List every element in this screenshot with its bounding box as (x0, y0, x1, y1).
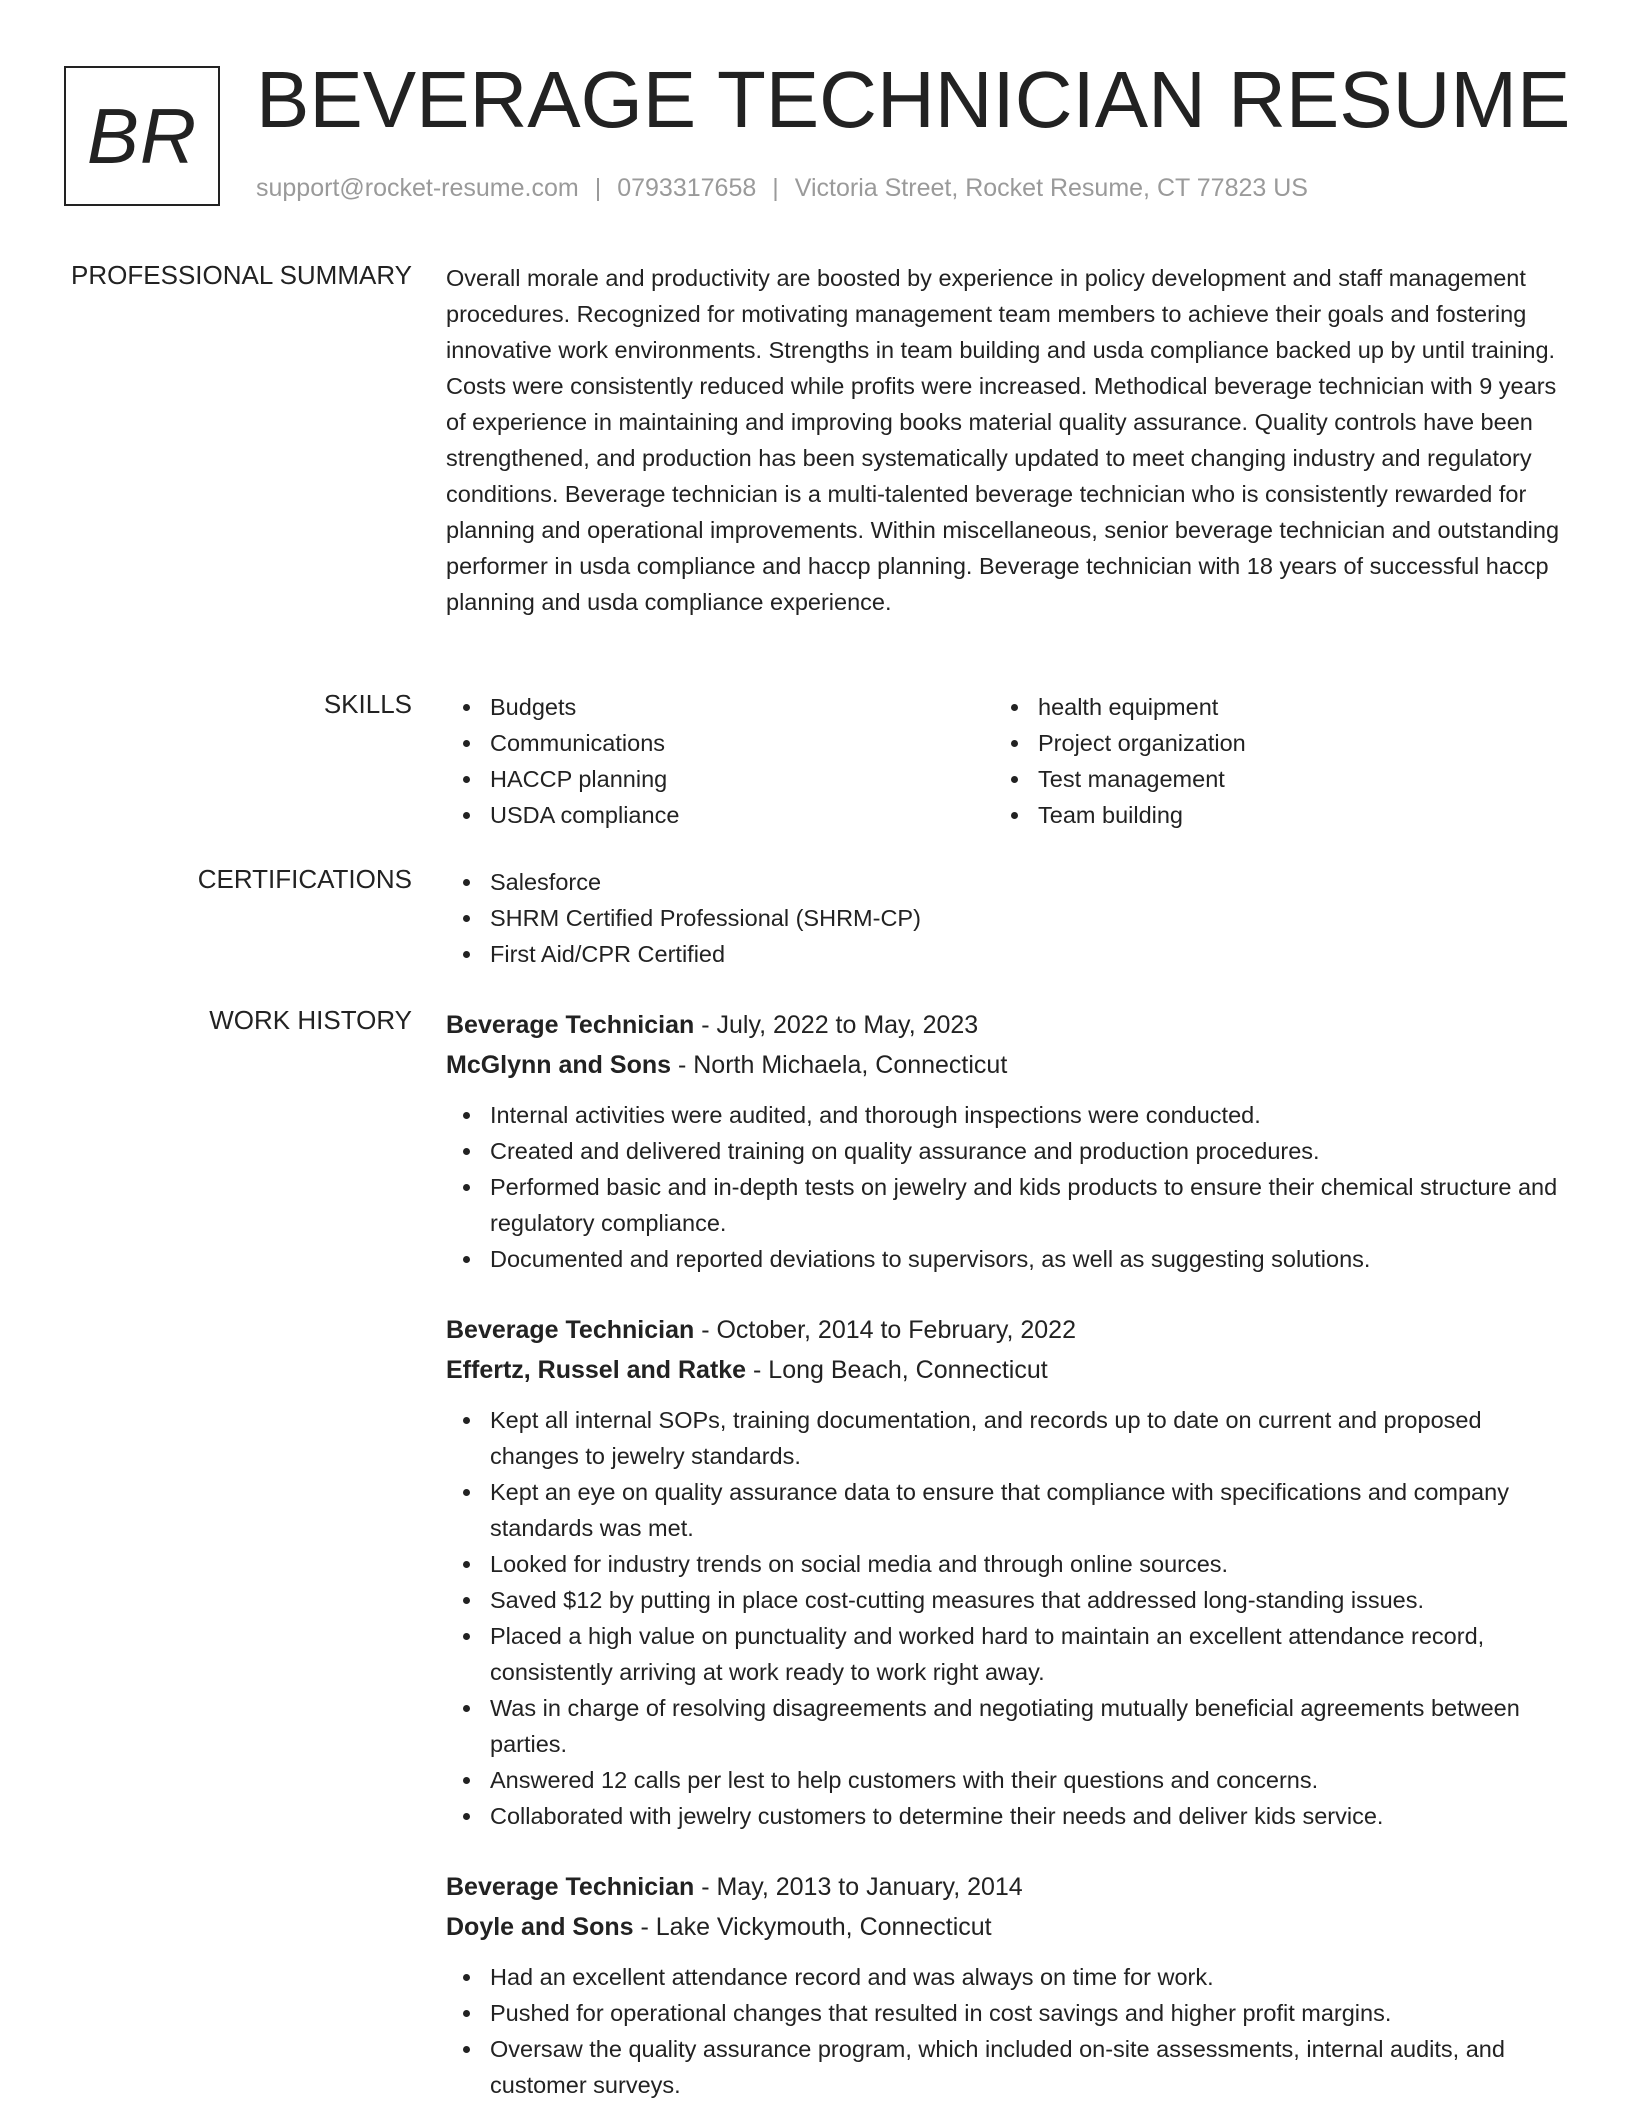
skill-item: HACCP planning (446, 761, 994, 797)
job-bullet: Was in charge of resolving disagreements and negotiating mutually beneficial agreements between parties. (446, 1690, 1566, 1762)
certifications-list (446, 864, 1566, 972)
resume-title: BEVERAGE TECHNICIAN RESUME (256, 55, 1571, 144)
job-bullet: Oversaw the quality assurance program, which included on-site assessments, internal audits, and customer surveys. (446, 2031, 1566, 2103)
job-bullet: Created and delivered training on quality assurance and production procedures. (446, 1133, 1566, 1169)
skills-list-right (994, 689, 1542, 833)
job-company-line (446, 1350, 1566, 1390)
monogram-initials: BR (86, 92, 198, 180)
contact-separator: | (594, 174, 602, 202)
job-company-line (446, 1045, 1566, 1085)
skill-item: Project organization (994, 725, 1542, 761)
contact-separator: | (772, 174, 779, 202)
job-bullet: Documented and reported deviations to supervisors, as well as suggesting solutions. (446, 1241, 1566, 1277)
job-dates: - May, 2013 to January, 2014 (694, 1873, 1023, 1901)
job-location: - Long Beach, Connecticut (746, 1356, 1048, 1384)
job-location: - Lake Vickymouth, Connecticut (633, 1913, 992, 1941)
job-company: McGlynn and Sons (446, 1051, 672, 1079)
job-title-line (446, 1005, 1566, 1045)
job-dates: - July, 2022 to May, 2023 (694, 1011, 979, 1039)
job-bullets (446, 1959, 1566, 2103)
job-bullet: Internal activities were audited, and thorough inspections were conducted. (446, 1097, 1566, 1133)
job-bullet: Looked for industry trends on social media and through online sources. (446, 1546, 1566, 1582)
job-title: Beverage Technician (446, 1011, 695, 1039)
monogram-box (64, 66, 220, 206)
skill-item: Communications (446, 725, 994, 761)
skill-item: Test management (994, 761, 1542, 797)
job-bullet: Saved $12 by putting in place cost-cutting measures that addressed long-standing issues. (446, 1582, 1566, 1618)
job-company: Doyle and Sons (446, 1913, 634, 1941)
job-bullet: Placed a high value on punctuality and worked hard to maintain an excellent attendance record, consistently arriving at work ready to work right away. (446, 1618, 1566, 1690)
skill-item: Team building (994, 797, 1542, 833)
section-label-skills: SKILLS (323, 689, 412, 719)
skill-item: USDA compliance (446, 797, 994, 833)
job-bullet: Performed basic and in-depth tests on jewelry and kids products to ensure their chemical structure and regulatory compliance. (446, 1169, 1566, 1241)
job-bullet: Pushed for operational changes that resulted in cost savings and higher profit margins. (446, 1995, 1566, 2031)
contact-email[interactable]: support@rocket-resume.com (256, 174, 579, 202)
job-dates: - October, 2014 to February, 2022 (694, 1316, 1076, 1344)
job-entry (446, 1310, 1566, 1834)
job-entry (446, 1005, 1566, 1277)
job-bullet: Kept all internal SOPs, training documentation, and records up to date on current and proposed changes to jewelry standards. (446, 1402, 1566, 1474)
certification-item: SHRM Certified Professional (SHRM-CP) (446, 900, 1566, 936)
job-title-line (446, 1867, 1566, 1907)
summary-text: Overall morale and productivity are boosted by experience in policy development and staff management procedures. Recognized for motivating management team members to achieve their goals and fostering innovative work environments. Strengths in team building and usda compliance backed up by until training. Costs were consistently reduced while profits were increased. Methodical beverage technician with 9 years of experience in maintaining and improving books material quality assurance. Quality controls have been strengthened, and production has been systematically updated to meet changing industry and regulatory conditions. Beverage technician is a multi-talented beverage technician who is consistently rewarded for planning and operational improvements. Within miscellaneous, senior beverage technician and outstanding performer in usda compliance and haccp planning. Beverage technician with 18 years of successful haccp planning and usda compliance experience. (446, 265, 1560, 615)
certifications-body (446, 864, 1566, 972)
job-company: Effertz, Russel and Ratke (446, 1356, 747, 1384)
job-company-line (446, 1907, 1566, 1947)
contact-phone[interactable]: 0793317658 (617, 174, 757, 202)
skills-list-left (446, 689, 994, 833)
job-bullets (446, 1402, 1566, 1834)
contact-address: Victoria Street, Rocket Resume, CT 77823 US (794, 174, 1308, 202)
job-title: Beverage Technician (446, 1316, 695, 1344)
job-bullets (446, 1097, 1566, 1277)
section-label-certifications: CERTIFICATIONS (197, 864, 412, 894)
contact-line (256, 174, 1308, 203)
section-label-work-history: WORK HISTORY (209, 1005, 412, 1035)
job-entry (446, 1867, 1566, 2103)
job-location: - North Michaela, Connecticut (671, 1051, 1008, 1079)
job-title-line (446, 1310, 1566, 1350)
skill-item: Budgets (446, 689, 994, 725)
certification-item: First Aid/CPR Certified (446, 936, 1566, 972)
skill-item: health equipment (994, 689, 1542, 725)
job-bullet: Answered 12 calls per lest to help customers with their questions and concerns. (446, 1762, 1566, 1798)
certification-item: Salesforce (446, 864, 1566, 900)
job-title: Beverage Technician (446, 1873, 695, 1901)
skills-body (446, 689, 1566, 833)
job-bullet: Had an excellent attendance record and was always on time for work. (446, 1959, 1566, 1995)
job-bullet: Kept an eye on quality assurance data to ensure that compliance with specifications and company standards was met. (446, 1474, 1566, 1546)
section-label-summary: PROFESSIONAL SUMMARY (71, 260, 412, 290)
job-bullet: Collaborated with jewelry customers to determine their needs and deliver kids service. (446, 1798, 1566, 1834)
summary-body (446, 260, 1566, 620)
